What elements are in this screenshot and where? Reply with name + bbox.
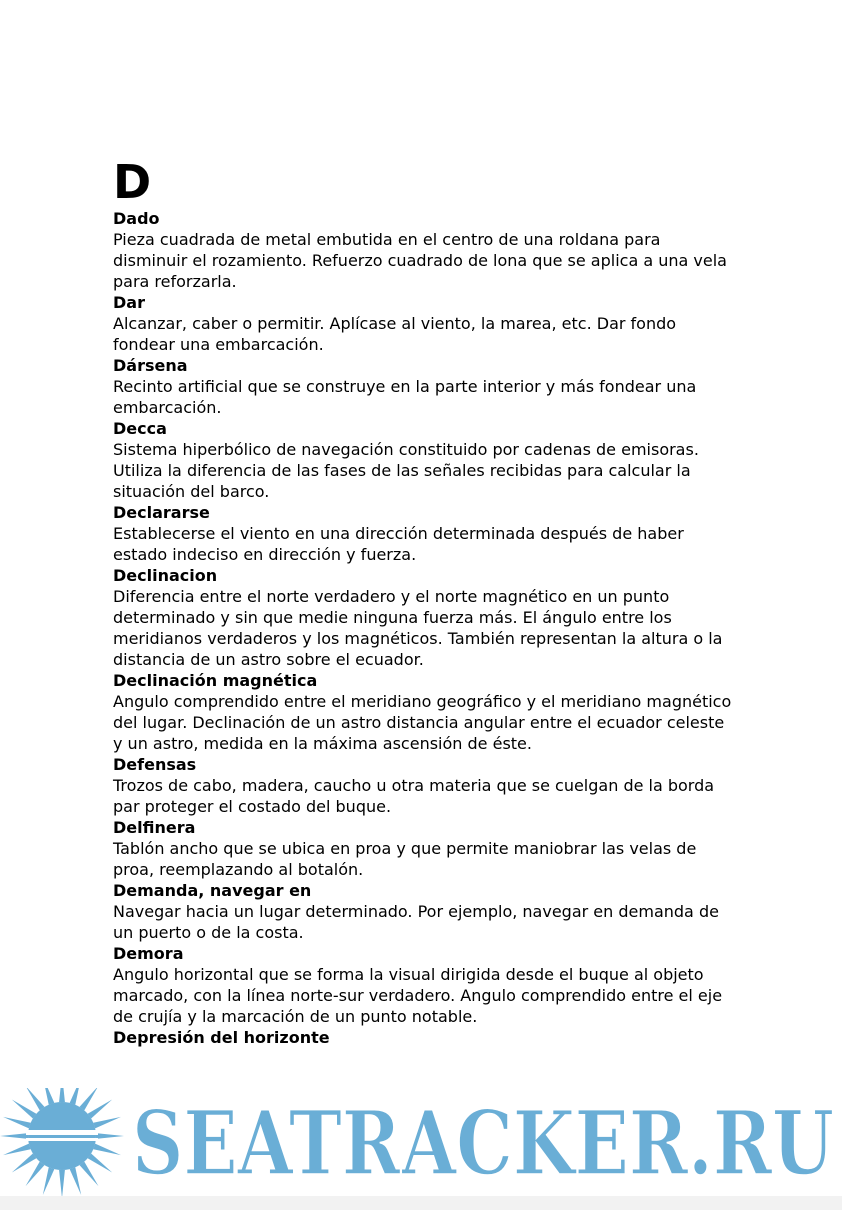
glossary-entry <box>113 880 733 943</box>
entry-definition: Sistema hiperbólico de navegación constituido por cadenas de emisoras. Utiliza la diferencia de las fases de las señales recibidas para calcular la situación del barco. <box>113 440 699 501</box>
entry-term: Dársena <box>113 356 188 375</box>
entry-definition: Trozos de cabo, madera, caucho u otra materia que se cuelgan de la borda par proteger el costado del buque. <box>113 776 715 816</box>
glossary-entry <box>113 1027 733 1048</box>
glossary-page <box>113 156 733 1048</box>
entry-term: Declararse <box>113 503 210 522</box>
glossary-entry <box>113 817 733 880</box>
section-letter: D <box>113 155 152 209</box>
watermark-footer <box>0 1088 842 1210</box>
entry-term: Depresión del horizonte <box>113 1028 330 1047</box>
entry-term: Declinacion <box>113 566 218 585</box>
entry-definition: Navegar hacia un lugar determinado. Por ejemplo, navegar en demanda de un puerto o de la costa. <box>113 902 719 942</box>
glossary-entry <box>113 355 733 418</box>
glossary-entry <box>113 565 733 670</box>
glossary-entry <box>113 502 733 565</box>
footer-band <box>0 1196 842 1210</box>
entry-definition: Angulo horizontal que se forma la visual dirigida desde el buque al objeto marcado, con la línea norte-sur verdadero. Angulo comprendido entre el eje de crujía y la marcación de un punto notable. <box>113 965 723 1026</box>
entry-term: Delfinera <box>113 818 196 837</box>
entry-definition: Establecerse el viento en una dirección determinada después de haber estado indeciso en dirección y fuerza. <box>113 524 684 564</box>
glossary-entries <box>113 208 733 1048</box>
watermark-logo <box>128 1088 842 1188</box>
entry-term: Demanda, navegar en <box>113 881 312 900</box>
glossary-entry <box>113 754 733 817</box>
entry-definition: Diferencia entre el norte verdadero y el norte magnético en un punto determinado y sin que medie ninguna fuerza más. El ángulo entre los meridianos verdaderos y los magnéticos. También representan la altura o la distancia de un astro sobre el ecuador. <box>113 587 723 669</box>
svg-text:SEATRACKER.RU: SEATRACKER.RU <box>132 1091 834 1188</box>
entry-definition: Tablón ancho que se ubica en proa y que permite maniobrar las velas de proa, reemplazando al botalón. <box>113 839 697 879</box>
entry-term: Dado <box>113 209 160 228</box>
entry-term: Dar <box>113 293 145 312</box>
entry-term: Decca <box>113 419 167 438</box>
glossary-entry <box>113 670 733 754</box>
glossary-entry <box>113 208 733 292</box>
glossary-entry <box>113 292 733 355</box>
glossary-entry <box>113 418 733 502</box>
entry-term: Demora <box>113 944 184 963</box>
entry-definition: Angulo comprendido entre el meridiano geográfico y el meridiano magnético del lugar. Declinación de un astro distancia angular entre el ecuador celeste y un astro, medida en la máxima ascensión de éste. <box>113 692 732 753</box>
entry-definition: Recinto artificial que se construye en la parte interior y más fondear una embarcación. <box>113 377 697 417</box>
entry-term: Defensas <box>113 755 197 774</box>
entry-definition: Alcanzar, caber o permitir. Aplícase al viento, la marea, etc. Dar fondo fondear una embarcación. <box>113 314 677 354</box>
entry-term: Declinación magnética <box>113 671 318 690</box>
entry-definition: Pieza cuadrada de metal embutida en el centro de una roldana para disminuir el rozamiento. Refuerzo cuadrado de lona que se aplica a una vela para reforzarla. <box>113 230 727 291</box>
svg-text:SEATRACKER.RU: SEATRACKER.RU <box>132 1091 834 1188</box>
glossary-entry <box>113 943 733 1027</box>
